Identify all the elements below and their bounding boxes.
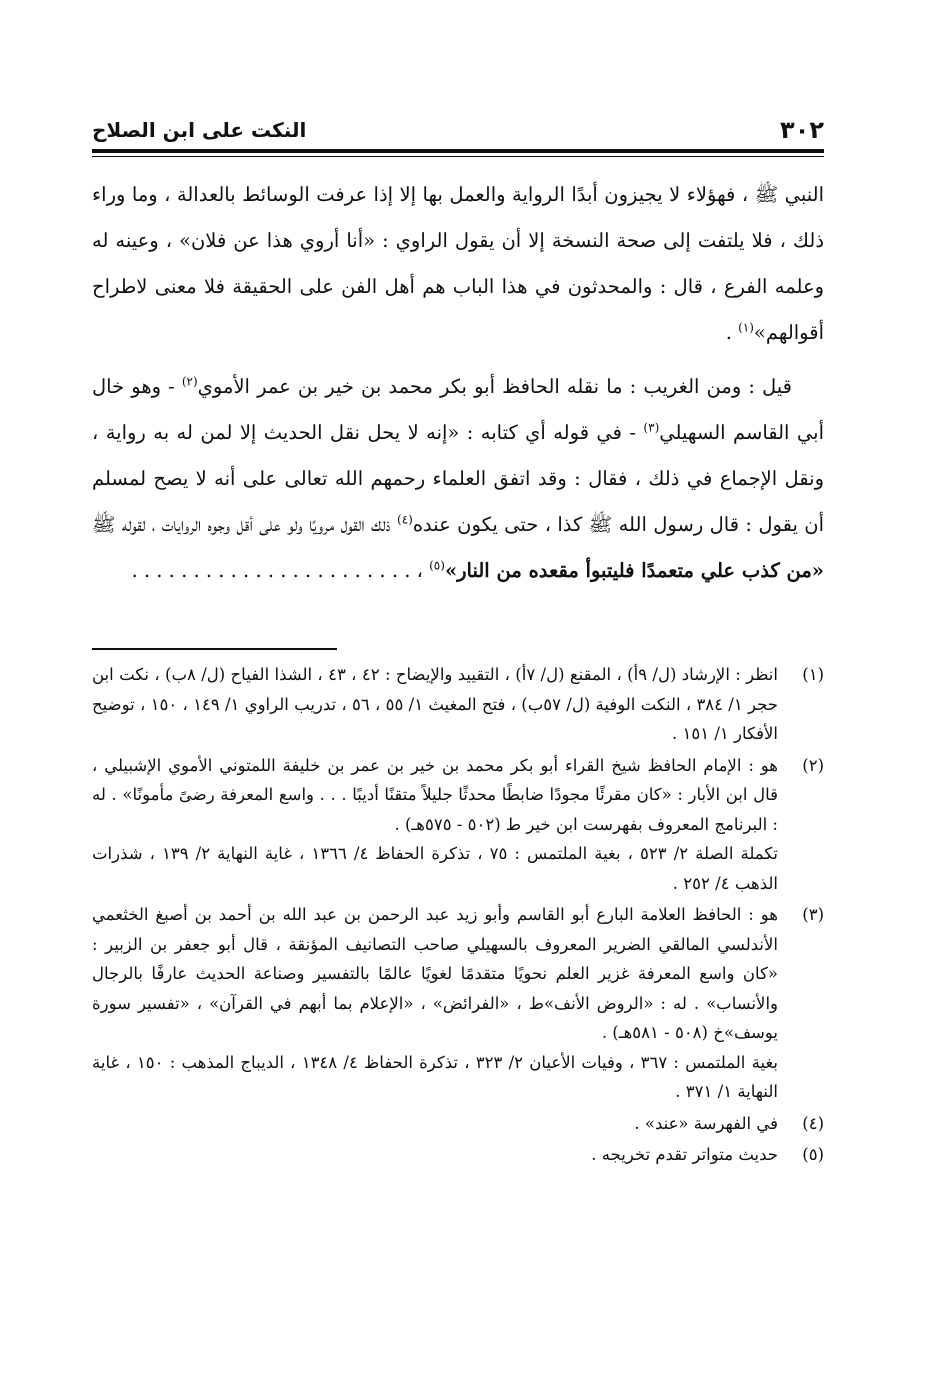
footnote-body — [92, 900, 778, 1107]
page-number: ٣٠٢ — [780, 116, 824, 144]
paragraph-2-part-c: - في قوله أي كتابه : «إنه لا يحل نقل الحديث إلا لمن له به رواية ، ونقل الإجماع في ذلك ، فقال : وقد اتفق العلماء رحمهم الله تعالى على أنه لا يصح لمسلم أن يقول : قال رسول الله ﷺ كذا ، حتى يكون عنده — [92, 421, 824, 536]
footnote-sources: تكملة الصلة ٢/ ٥٢٣ ، بغية الملتمس : ٧٥ ، تذكرة الحفاظ ٤/ ١٣٦٦ ، غاية النهاية ٢/ ١٣٩ ، شذرات الذهب ٤/ ٢٥٢ . — [92, 844, 779, 893]
paragraph-2-part-b: - وهو خال أبي القاسم السهيلي — [92, 375, 824, 444]
footnote-ref-4: (٤) — [397, 512, 413, 527]
footnote-sources: بغية الملتمس : ٣٦٧ ، وفيات الأعيان ٢/ ٣٢٣ ، تذكرة الحفاظ ٤/ ١٣٤٨ ، الديباج المذهب : ١٥٠ ، غاية النهاية ١/ ٣٧١ . — [92, 1052, 778, 1101]
footnote-ref-2: (٢) — [181, 374, 198, 389]
running-title: النكت على ابن الصلاح — [92, 118, 307, 142]
header-rule-thick — [92, 149, 824, 153]
main-text — [92, 172, 824, 594]
footnote-separator — [92, 648, 337, 650]
footnote-number: (٣) — [802, 905, 824, 924]
paragraph-2-end: ، . . . . . . . . . . . . . . . . . . . . . . . — [131, 559, 430, 582]
paragraph-1-text: النبي ﷺ ، فهؤلاء لا يجيزون أبدًا الرواية والعمل بها إلا إذا عرفت الوسائط بالعدالة ، وما وراء ذلك ، فلا يلتفت إلى صحة النسخة إلا أن يقول الراوي : «أنا أروي هذا عن فلان» ، وعينه له وعلمه الفرع ، قال : والمحدثون في هذا الباب هم أهل الفن على الحقيقة فلا معنى لاطراح أقوالهم» — [92, 183, 824, 344]
footnote-number: (٥) — [802, 1145, 824, 1164]
paragraph-2 — [92, 364, 824, 594]
hadith-quote: «من كذب علي متعمدًا فليتبوأ مقعده من النار» — [444, 559, 824, 582]
footnote-text: حديث متواتر تقدم تخريجه . — [591, 1145, 778, 1164]
footnote-text: في الفهرسة «عند» . — [634, 1113, 778, 1133]
footnote-body — [92, 1140, 778, 1170]
header-rule-thin — [92, 156, 824, 157]
paragraph-2-part-a: قيل : ومن الغريب : ما نقله الحافظ أبو بكر محمد بن خير بن عمر الأموي — [197, 375, 792, 398]
paragraph-1-end: . — [725, 321, 739, 344]
footnote-body — [92, 660, 778, 749]
footnote-2 — [92, 751, 824, 899]
footnote-text: انظر : الإرشاد (ل/ ٩أ) ، المقنع (ل/ ٧أ) ، التقييد والإيضاح : ٤٢ ، ٤٣ ، الشذا الفياح (ل/ ٨ب) ، نكت ابن حجر ١/ ٣٨٤ ، النكت الوفية (ل/ ٥٧ب) ، فتح المغيث ١/ ٥٥ ، ٥٦ ، تدريب الراوي ١/ ١٤٩ ، ١٥٠ ، توضيح الأفكار ١/ ١٥١ . — [92, 665, 778, 743]
footnote-text: هو : الإمام الحافظ شيخ القراء أبو بكر محمد بن خير بن عمر بن خليفة اللمتوني الأموي الإشبيلي ، قال ابن الأبار : «كان مقرئًا مجودًا ضابطًا محدثًا جليلاً متقنًا أديبًا . . . واسع المعرفة رضىً مأمونًا» . له : البرنامج المعروف بفهرست ابن خير ط (٥٠٢ - ٥٧٥هـ) . — [92, 755, 778, 834]
footnote-ref-1: (١) — [738, 320, 754, 335]
footnote-text: هو : الحافظ العلامة البارع أبو القاسم وأبو زيد عبد الرحمن بن عبد الله بن أحمد بن أصبغ الخثعمي الأندلسي المالقي الضرير المعروف بالسهيلي صاحب التصانيف المؤنقة ، قال أبو جعفر بن الزبير : «كان واسع المعرفة غزير العلم نحويًا متقدمًا لغويًا عالمًا بالتفسير وصناعة الحديث عارفًا بالرجال والأنساب» . له : «الروض الأنف»ط ، «الفرائض» ، «الإعلام بما أبهم في القرآن» ، «تفسير سورة يوسف»خ (٥٠٨ - ٥٨١هـ) . — [92, 905, 778, 1042]
footnote-body — [92, 751, 778, 899]
footnote-3 — [92, 900, 824, 1107]
footnote-number: (٢) — [802, 755, 824, 775]
footnote-4 — [92, 1109, 824, 1139]
footnotes — [92, 660, 824, 1172]
footnote-ref-3: (٣) — [643, 420, 660, 435]
footnote-1 — [92, 660, 824, 749]
paragraph-1 — [92, 172, 824, 356]
page-header — [92, 112, 824, 146]
footnote-body — [92, 1109, 778, 1139]
paragraph-2-part-d: ذلك القول مرويًا ولو على أقل وجوه الروايات ، لقوله ﷺ — [92, 513, 397, 536]
footnote-number: (١) — [802, 665, 824, 684]
footnote-ref-5: (٥) — [429, 558, 445, 573]
footnote-5 — [92, 1140, 824, 1170]
footnote-number: (٤) — [802, 1113, 824, 1133]
